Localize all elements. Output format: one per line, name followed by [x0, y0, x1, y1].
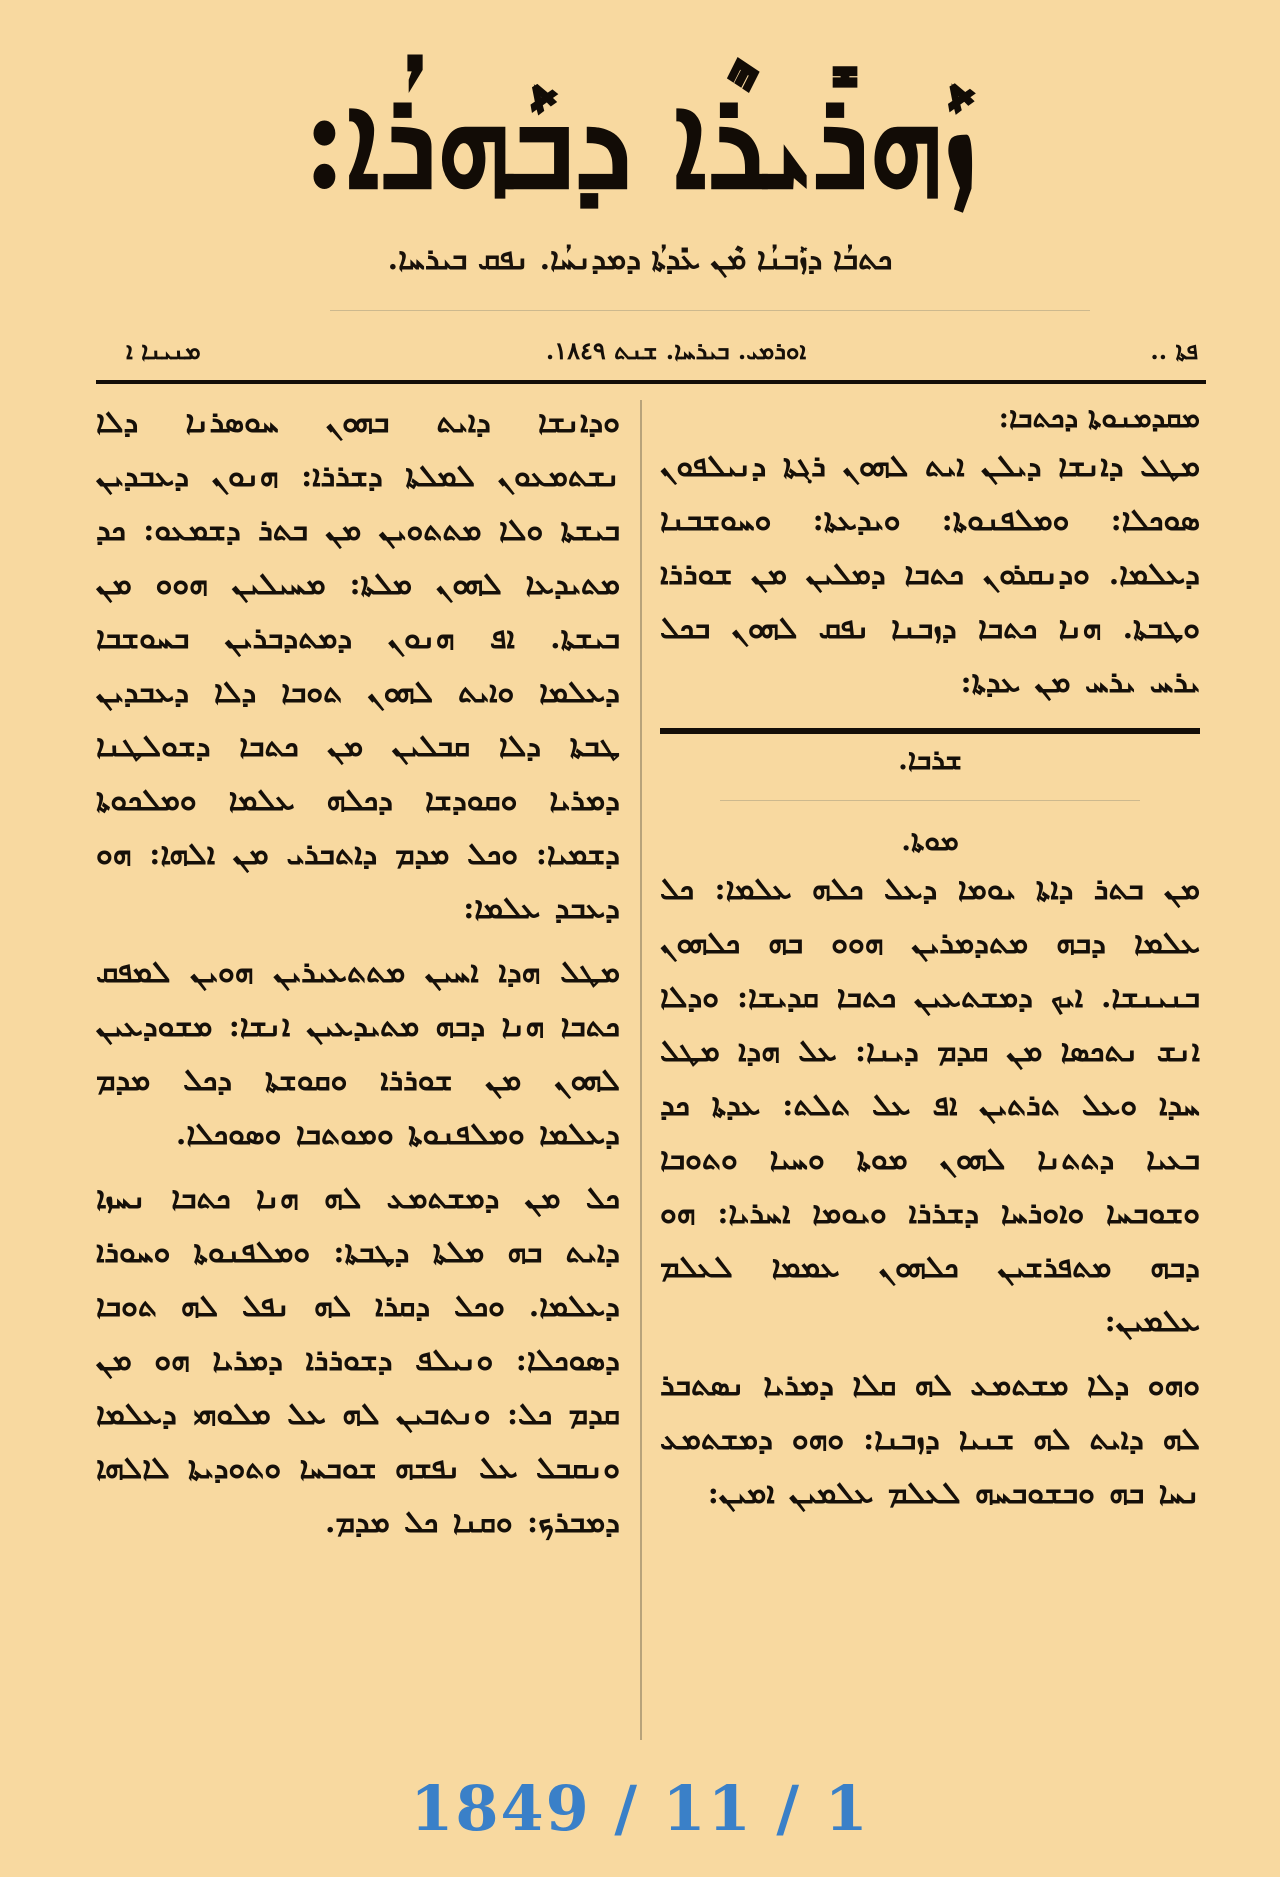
issue-number: ܡܢܝܢܐ ܐ [126, 336, 201, 365]
right-column [660, 396, 1200, 1736]
masthead-subtitle: ܟܬܒܳܐ ܕܙܰܒܢܳܐ ܡܶܢ ܥܺܕܬܳܐ ܕܡܕܢܚܳܐ. ܢܦܩ ܒܝܪܚܐ. [387, 242, 893, 277]
issue-label: ܦܬܐ .. [1150, 336, 1198, 365]
intro-paragraph: ܡܛܠ ܕܐܢܫܐ ܕܝܠܢ ܐܝܬ ܠܗܘܢ ܪܓܬܐ ܕܢܝܠܦܘܢ ܣܘܟܠܐ: ܘܡܠܦܢܘܬܐ: ܘܝܕܥܬܐ: ܘܚܘܫܒܢܐ ܕܥܠܡܐ. ܘܕܢܩܪܘܢ ܟܬܒܐ ܕܡܠܝܢ ܡܢ ܫܘܪܪܐ ܘܛܒܬܐ. ܗܢܐ ܟܬܒܐ ܕܙܒܢܐ ܢܦܩ ܠܗܘܢ ܒܟܠ ܝܪܚ ܝܪܚ ܡܢ ܥܕܬܐ: [660, 449, 1200, 700]
article-paragraph: ܡܛܠ ܗܕܐ ܐܚܝܢ ܡܬܬܥܝܪܝܢ ܗܘܝܢ ܠܡܦܩ ܟܬܒܐ ܗܢܐ ܕܒܗ ܡܬܝܕܥܝܢ ܐܢܫܐ: ܡܫܘܕܥܝܢ ܠܗܘܢ ܡܢ ܫܘܪܪܐ ܘܩܘܫܬܐ ܕܟܠ ܡܕܡ ܕܥܠܡܐ ܘܡܠܦܢܘܬܐ ܘܡܘܬܒܐ ܘܣܘܟܠܐ. [96, 955, 620, 1152]
section-heading: ܫܪܒܐ. [898, 743, 962, 776]
subtitle-divider [330, 310, 1090, 311]
section-rule [660, 728, 1200, 734]
article-paragraph: ܘܗܘ ܕܠܐ ܡܫܬܡܥ ܠܗ ܩܠܐ ܕܡܪܝܐ ܢܣܬܒܪ ܠܗ ܕܐܝܬ ܠܗ ܫܢܝܐ ܕܙܒܢܐ: ܘܗܘ ܕܡܫܬܡܥ ܢܚܐ ܒܗ ܘܒܫܘܒܚܗ ܠܥܠܡ ܥܠܡܝܢ ܐܡܝܢ: [660, 1368, 1200, 1511]
issue-place-date: ܐܘܪܡܝ. ܒܝܪܚܐ. ܫܢܬ ١٨٤٩. [545, 336, 807, 365]
masthead [160, 60, 1120, 220]
article-paragraph: ܡܢ ܒܬܪ ܕܐܬܐ ܝܘܡܐ ܕܥܠ ܟܠܗ ܥܠܡܐ: ܟܠ ܥܠܡܐ ܕܒܗ ܡܬܕܡܪܝܢ ܗܘܘ ܒܗ ܟܠܗܘܢ ܒܢܝܢܫܐ. ܐܝܟ ܕܡܫܬܥܝܢ ܟܬܒܐ ܩܕܝܫܐ: ܘܕܠܐ ܐܢܫ ܢܬܟܣܐ ܡܢ ܩܕܡ ܕܝܢܐ: ܥܠ ܗܕܐ ܡܛܠ ܚܕܐ ܘܥܠ ܬܪܬܝܢ ܐܦ ܥܠ ܬܠܬ: ܥܕܬܐ ܟܕ ܒܥܝܐ ܕܬܬܢܐ ܠܗܘܢ ܡܘܬܐ ܘܚܝܐ ܘܬܘܒܐ ܘܫܘܒܚܐ ܘܐܘܪܚܐ ܕܫܪܪܐ ܘܝܘܡܐ ܐܚܪܝܐ: ܗܘ ܕܒܗ ܡܬܦܪܫܝܢ ܟܠܗܘܢ ܥܡܡܐ ܠܥܠܡ ܥܠܡܝܢ: [660, 872, 1200, 1339]
column-divider [640, 400, 642, 1740]
header-rule [96, 380, 1206, 384]
issue-bar [96, 336, 1204, 376]
article-heading: ܡܘܬܐ. [901, 824, 959, 857]
masthead-title: ܙܰܗܪܺܝܪܶܐ ܕܒܰܗܪܳܐ: [302, 58, 978, 219]
heading-divider [720, 800, 1140, 801]
intro-heading: ܡܩܕܡܢܘܬܐ ܕܟܬܒܐ: [998, 401, 1200, 434]
article-paragraph: ܟܠ ܡܢ ܕܡܫܬܡܥ ܠܗ ܗܢܐ ܟܬܒܐ ܢܚܙܐ ܕܐܝܬ ܒܗ ܡܠܬܐ ܕܛܒܬܐ: ܘܡܠܦܢܘܬܐ ܘܚܘܪܐ ܕܥܠܡܐ. ܘܟܠ ܕܩܪܐ ܠܗ ܢܦܠ ܠܗ ܬܘܒܐ ܕܣܘܟܠܐ: ܘܢܝܠܦ ܕܫܘܪܪܐ ܕܡܪܝܐ ܗܘ ܡܢ ܩܕܡ ܟܠ: ܘܢܬܒܝܢ ܠܗ ܥܠ ܡܠܘܗܝ ܕܥܠܡܐ ܘܢܩܒܠ ܥܠ ܢܦܫܗ ܫܘܒܚܐ ܘܬܘܕܝܬܐ ܠܐܠܗܐ ܕܡܒܪܟ: ܘܩܢܐ ܟܠ ܡܕܡ. [96, 1181, 620, 1540]
article-paragraph: ܘܕܐܢܫܐ ܕܐܝܬ ܒܗܘܢ ܚܘܣܪܢܐ ܕܠܐ ܢܫܬܡܥܘܢ ܠܡܠܬܐ ܕܫܪܪܐ: ܗܢܘܢ ܕܥܒܕܝܢ ܒܝܫܬܐ ܘܠܐ ܡܬܬܘܝܢ ܡܢ ܒܬܪ ܕܫܡܥܘ: ܟܕ ܡܬܝܕܥܐ ܠܗܘܢ ܡܠܬܐ: ܡܚܝܠܝܢ ܗܘܘ ܡܢ ܒܝܫܬܐ. ܐܦ ܗܢܘܢ ܕܡܬܕܒܪܝܢ ܒܚܘܫܒܐ ܕܥܠܡܐ ܘܐܝܬ ܠܗܘܢ ܬܘܒܐ ܕܠܐ ܕܥܒܕܝܢ ܛܒܬܐ ܕܠܐ ܩܒܠܝܢ ܡܢ ܟܬܒܐ ܕܫܘܠܛܢܐ ܕܡܪܝܐ ܘܩܘܕܫܐ ܕܟܠܗ ܥܠܡܐ ܘܡܠܟܘܬܐ ܕܫܡܝܐ: ܘܟܠ ܡܕܡ ܕܐܬܒܪܝ ܡܢ ܐܠܗܐ: ܗܘ ܕܥܒܕ ܥܠܡܐ: [96, 405, 620, 926]
left-column [96, 396, 620, 1736]
date-stamp: 1849 / 11 / 1 [410, 1772, 870, 1845]
